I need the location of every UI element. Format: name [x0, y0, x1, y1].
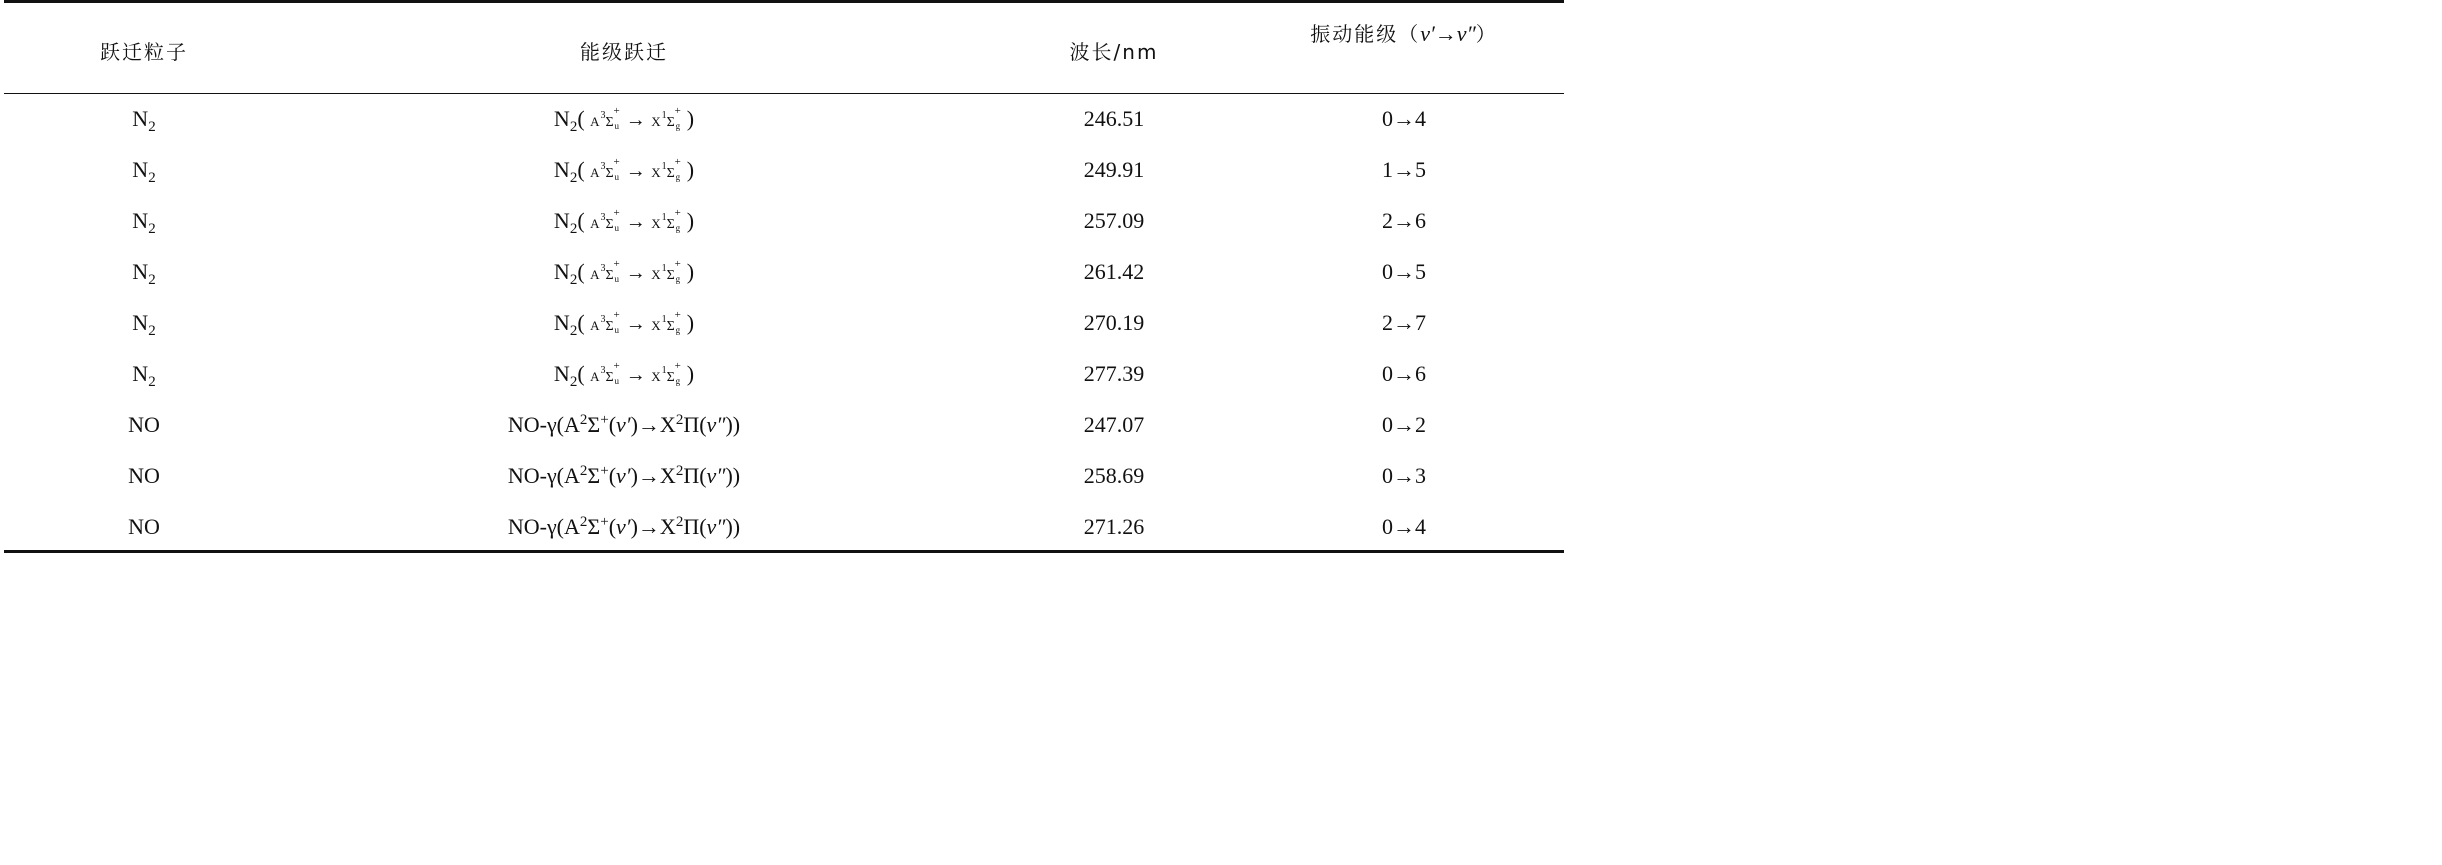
vibration-cell: 0→4 — [1382, 106, 1426, 131]
upper-state-letter: A — [590, 114, 601, 129]
upper-state-symbol: Σ — [605, 319, 614, 334]
upper-state-multiplicity: 2 — [579, 463, 588, 479]
wavelength-cell: 257.09 — [1083, 208, 1145, 233]
lower-state-reflection: + — [674, 309, 681, 321]
upper-state-parity: u — [614, 274, 620, 284]
wavelength-cell: 277.39 — [1083, 361, 1145, 386]
transition-cell — [374, 208, 874, 238]
upper-state-parity: u — [614, 121, 620, 131]
species-cell — [44, 361, 244, 391]
transition-close: )) — [725, 463, 741, 488]
transition-arrow: → — [625, 364, 646, 386]
upper-state-multiplicity: 3 — [600, 110, 606, 121]
species-subscript: 2 — [148, 119, 156, 135]
vibration-cell: 1→5 — [1382, 157, 1426, 182]
transition-open-paren: ( — [577, 259, 591, 284]
transition-molecule-subscript: 2 — [569, 323, 578, 339]
transition-prefix: NO-γ(A — [507, 463, 580, 488]
species-base: N — [132, 259, 149, 284]
upper-state-letter: A — [590, 369, 601, 384]
species-subscript: 2 — [148, 323, 156, 339]
upper-state-multiplicity: 3 — [600, 365, 606, 376]
lower-state-letter: X — [651, 318, 662, 333]
lower-state-reflection: + — [674, 258, 681, 270]
species-base: N — [132, 208, 149, 233]
transition-arrow: → — [625, 211, 646, 233]
upper-state-term — [605, 105, 620, 131]
header-vibration-prefix: 振动能级（ — [1310, 22, 1421, 46]
lower-state-reflection: + — [674, 156, 681, 168]
species-cell — [44, 259, 244, 289]
upper-state-parity: u — [614, 376, 620, 386]
transition-close: )) — [725, 412, 741, 437]
transition-close: )) — [725, 514, 741, 539]
lower-state-term: Π( — [683, 412, 707, 437]
upper-state-symbol: Σ — [605, 268, 614, 283]
wavelength-cell: 261.42 — [1083, 259, 1145, 284]
transition-open-paren: ( — [577, 361, 591, 386]
upper-state-multiplicity: 2 — [579, 514, 588, 530]
lower-state-symbol: Σ — [666, 370, 675, 385]
header-species: 跃迁粒子 — [100, 40, 188, 64]
vibration-cell: 0→3 — [1382, 463, 1426, 488]
upper-state-symbol: Σ — [605, 217, 614, 232]
upper-state-multiplicity: 2 — [579, 412, 588, 428]
transition-arrow: → — [625, 109, 646, 131]
transition-molecule-subscript: 2 — [569, 374, 578, 390]
transition-close-paren: ) — [686, 259, 695, 284]
table-row — [4, 400, 1564, 451]
upper-state-letter: A — [590, 216, 601, 231]
table-header-row — [4, 0, 1564, 93]
upper-vib-open: ( — [608, 514, 617, 539]
transition-cell — [374, 310, 874, 340]
transition-cell — [374, 106, 874, 136]
wavelength-cell: 270.19 — [1083, 310, 1145, 335]
lower-vib-level: v″ — [706, 514, 726, 539]
lower-state-reflection: + — [674, 105, 681, 117]
transition-middle: )→X — [630, 412, 676, 437]
upper-state-term — [605, 258, 620, 284]
lower-state-parity: g — [675, 274, 681, 284]
table-body — [4, 94, 1564, 553]
vibration-cell: 2→7 — [1382, 310, 1426, 335]
upper-state-reflection: + — [600, 514, 609, 530]
upper-state-term: Σ — [587, 463, 601, 488]
upper-state-parity: u — [614, 172, 620, 182]
lower-state-letter: X — [651, 267, 662, 282]
species-cell — [44, 310, 244, 340]
lower-state-letter: X — [651, 165, 662, 180]
lower-state-letter: X — [651, 216, 662, 231]
lower-state-term — [666, 105, 681, 131]
species-cell — [44, 157, 244, 187]
species-subscript: 2 — [148, 374, 156, 390]
species-base: N — [132, 157, 149, 182]
lower-state-term — [666, 309, 681, 335]
lower-state-multiplicity: 1 — [661, 314, 667, 325]
lower-state-letter: X — [651, 369, 662, 384]
lower-state-parity: g — [675, 172, 681, 182]
wavelength-cell: 258.69 — [1083, 463, 1145, 488]
lower-state-parity: g — [675, 121, 681, 131]
upper-state-reflection: + — [613, 258, 620, 270]
transition-molecule: N — [553, 208, 570, 233]
upper-state-multiplicity: 3 — [600, 212, 606, 223]
vibration-cell: 0→5 — [1382, 259, 1426, 284]
transition-close-paren: ) — [686, 361, 695, 386]
lower-state-multiplicity: 2 — [675, 514, 684, 530]
lower-state-symbol: Σ — [666, 166, 675, 181]
upper-state-term — [605, 360, 620, 386]
lower-state-reflection: + — [674, 207, 681, 219]
upper-state-reflection: + — [613, 360, 620, 372]
lower-state-letter: X — [651, 114, 662, 129]
upper-state-symbol: Σ — [605, 166, 614, 181]
header-vibration-suffix: ） — [1475, 22, 1498, 46]
lower-state-multiplicity: 2 — [675, 463, 684, 479]
species-cell — [44, 514, 244, 540]
upper-state-term: Σ — [587, 514, 601, 539]
upper-vib-level: v′ — [616, 412, 631, 437]
lower-vib-level: v″ — [706, 463, 726, 488]
transition-cell — [374, 463, 874, 489]
vibration-cell: 2→6 — [1382, 208, 1426, 233]
upper-state-letter: A — [590, 267, 601, 282]
upper-vib-level: v′ — [616, 514, 631, 539]
vibration-cell: 0→2 — [1382, 412, 1426, 437]
table-row — [4, 94, 1564, 145]
lower-state-term: Π( — [683, 514, 707, 539]
transition-molecule-subscript: 2 — [569, 221, 578, 237]
upper-state-term — [605, 309, 620, 335]
upper-state-reflection: + — [600, 412, 609, 428]
wavelength-cell: 249.91 — [1083, 157, 1145, 182]
species-subscript: 2 — [148, 221, 156, 237]
upper-state-parity: u — [614, 325, 620, 335]
transition-prefix: NO-γ(A — [507, 412, 580, 437]
upper-state-letter: A — [590, 165, 601, 180]
species-subscript: 2 — [148, 170, 156, 186]
species-base: N — [132, 106, 149, 131]
transition-cell — [374, 412, 874, 438]
table-row — [4, 502, 1564, 553]
transition-open-paren: ( — [577, 310, 591, 335]
transition-open-paren: ( — [577, 208, 591, 233]
species-base: NO — [128, 412, 160, 437]
lower-state-parity: g — [675, 223, 681, 233]
upper-state-reflection: + — [613, 156, 620, 168]
upper-vib-level: v′ — [616, 463, 631, 488]
upper-state-multiplicity: 3 — [600, 161, 606, 172]
lower-state-term — [666, 207, 681, 233]
upper-vib-open: ( — [608, 463, 617, 488]
data-table — [4, 0, 1564, 555]
wavelength-cell: 271.26 — [1083, 514, 1145, 539]
transition-cell — [374, 361, 874, 391]
vibration-cell: 0→4 — [1382, 514, 1426, 539]
lower-state-multiplicity: 1 — [661, 110, 667, 121]
lower-state-term — [666, 360, 681, 386]
header-transition: 能级跃迁 — [580, 40, 668, 64]
transition-middle: )→X — [630, 514, 676, 539]
transition-close-paren: ) — [686, 157, 695, 182]
transition-molecule: N — [553, 259, 570, 284]
upper-state-parity: u — [614, 223, 620, 233]
species-cell — [44, 412, 244, 438]
vibration-cell: 0→6 — [1382, 361, 1426, 386]
lower-state-term: Π( — [683, 463, 707, 488]
upper-state-reflection: + — [613, 309, 620, 321]
table-row — [4, 349, 1564, 400]
transition-molecule-subscript: 2 — [569, 272, 578, 288]
species-base: N — [132, 310, 149, 335]
table-row — [4, 145, 1564, 196]
transition-molecule: N — [553, 361, 570, 386]
bottom-rule — [4, 550, 1564, 553]
lower-state-parity: g — [675, 325, 681, 335]
transition-molecule: N — [553, 310, 570, 335]
lower-state-multiplicity: 1 — [661, 212, 667, 223]
header-vibration-level — [1264, 18, 1544, 47]
transition-arrow: → — [625, 262, 646, 284]
upper-state-term — [605, 156, 620, 182]
species-base: N — [132, 361, 149, 386]
lower-state-multiplicity: 2 — [675, 412, 684, 428]
table-row — [4, 247, 1564, 298]
upper-state-reflection: + — [600, 463, 609, 479]
header-vibration-formula: v′→v″ — [1420, 21, 1476, 46]
upper-state-symbol: Σ — [605, 115, 614, 130]
species-subscript: 2 — [148, 272, 156, 288]
transition-middle: )→X — [630, 463, 676, 488]
lower-state-parity: g — [675, 376, 681, 386]
table-row — [4, 298, 1564, 349]
species-cell — [44, 208, 244, 238]
transition-cell — [374, 157, 874, 187]
transition-molecule-subscript: 2 — [569, 170, 578, 186]
transition-molecule: N — [553, 106, 570, 131]
lower-state-multiplicity: 1 — [661, 161, 667, 172]
lower-state-multiplicity: 1 — [661, 365, 667, 376]
species-cell — [44, 463, 244, 489]
table-row — [4, 196, 1564, 247]
transition-molecule-subscript: 2 — [569, 119, 578, 135]
upper-state-term — [605, 207, 620, 233]
wavelength-cell: 247.07 — [1083, 412, 1145, 437]
wavelength-cell: 246.51 — [1083, 106, 1145, 131]
species-base: NO — [128, 514, 160, 539]
transition-cell — [374, 259, 874, 289]
lower-state-multiplicity: 1 — [661, 263, 667, 274]
transition-molecule: N — [553, 157, 570, 182]
upper-state-multiplicity: 3 — [600, 314, 606, 325]
species-base: NO — [128, 463, 160, 488]
lower-state-symbol: Σ — [666, 115, 675, 130]
transition-prefix: NO-γ(A — [507, 514, 580, 539]
lower-state-term — [666, 156, 681, 182]
transition-close-paren: ) — [686, 106, 695, 131]
transition-close-paren: ) — [686, 208, 695, 233]
transition-arrow: → — [625, 160, 646, 182]
lower-vib-level: v″ — [706, 412, 726, 437]
upper-state-reflection: + — [613, 105, 620, 117]
transition-arrow: → — [625, 313, 646, 335]
upper-state-reflection: + — [613, 207, 620, 219]
transition-cell — [374, 514, 874, 540]
upper-state-multiplicity: 3 — [600, 263, 606, 274]
lower-state-symbol: Σ — [666, 268, 675, 283]
upper-state-letter: A — [590, 318, 601, 333]
lower-state-reflection: + — [674, 360, 681, 372]
lower-state-symbol: Σ — [666, 217, 675, 232]
upper-vib-open: ( — [608, 412, 617, 437]
transition-open-paren: ( — [577, 106, 591, 131]
species-cell — [44, 106, 244, 136]
lower-state-symbol: Σ — [666, 319, 675, 334]
upper-state-term: Σ — [587, 412, 601, 437]
lower-state-term — [666, 258, 681, 284]
header-wavelength: 波长/nm — [1069, 40, 1159, 64]
transition-close-paren: ) — [686, 310, 695, 335]
transition-open-paren: ( — [577, 157, 591, 182]
upper-state-symbol: Σ — [605, 370, 614, 385]
table-row — [4, 451, 1564, 502]
